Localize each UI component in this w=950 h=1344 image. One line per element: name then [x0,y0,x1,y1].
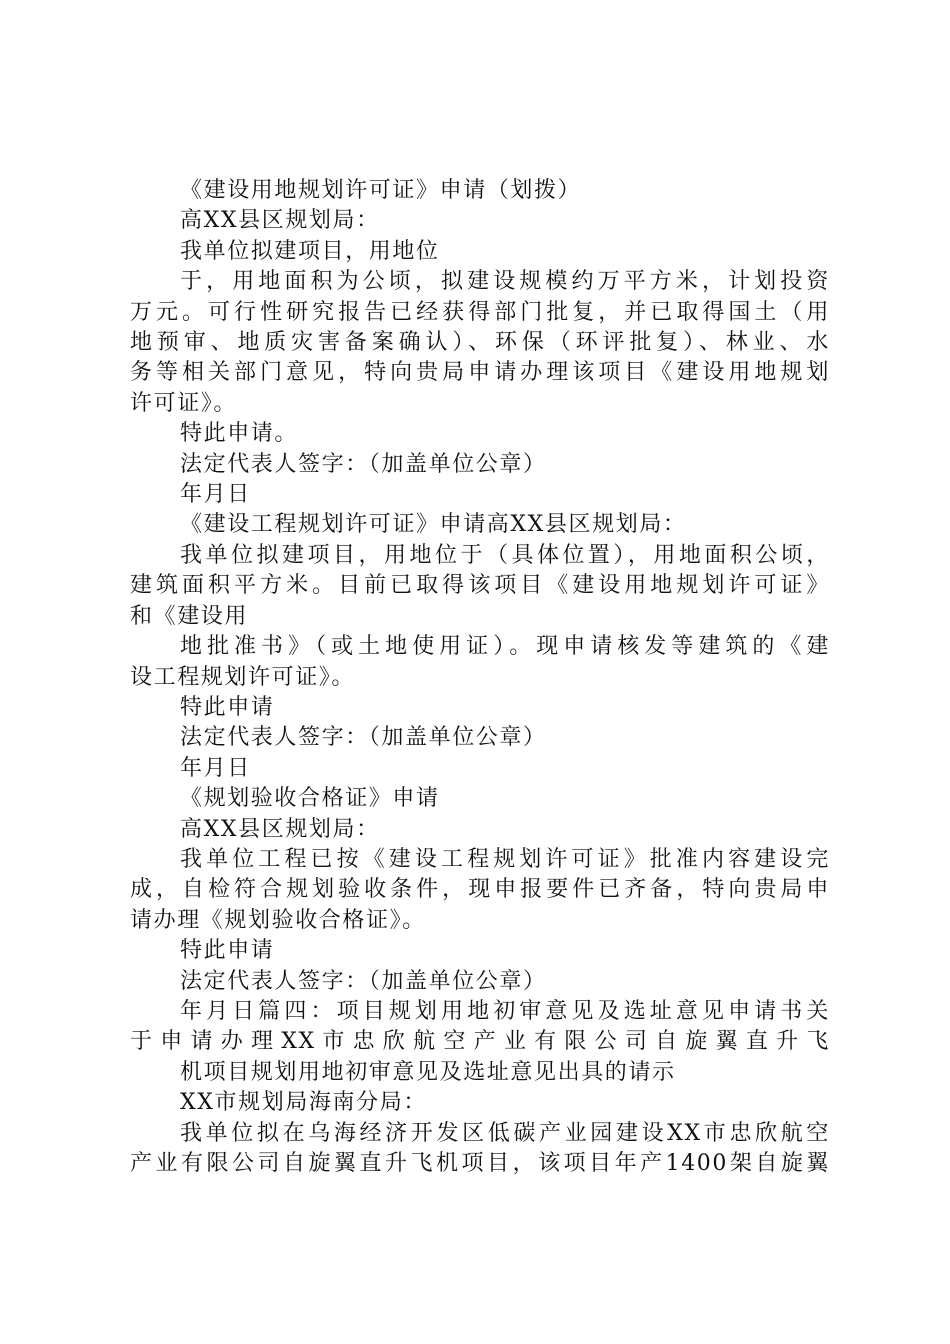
section-title-land-use-permit: 《建设用地规划许可证》申请（划拨） [180,178,582,203]
paragraph-line: 产业有限公司自旋翼直升飞机项目，该项目年产1400架自旋翼 [130,1151,830,1176]
paragraph-line: 我单位工程已按《建设工程规划许可证》批准内容建设完 [180,846,830,872]
signature-line: 法定代表人签字：（加盖单位公章） [180,451,547,477]
addressee: 高XX县区规划局： [180,208,380,234]
paragraph-line: 地预审、地质灾害备案确认）、环保（环评批复）、林业、水 [130,330,830,356]
paragraph-line: 地批准书》（或土地使用证）。现申请核发等建筑的《建 [180,634,830,660]
paragraph-line: 我单位拟建项目，用地位 [180,238,440,264]
closing-line: 特此申请 [180,694,275,720]
paragraph-line: 机项目规划用地初审意见及选址意见出具的请示 [180,1059,676,1085]
paragraph-line: 设工程规划许可证》。 [130,664,356,690]
paragraph-line: 万元。可行性研究报告已经获得部门批复，并已取得国土（用 [130,299,830,325]
section-title-acceptance-certificate: 《规划验收合格证》申请 [180,786,440,812]
closing-line: 特此申请。 [180,421,299,447]
paragraph-line: 和《建设用 [130,603,249,629]
paragraph-line: 请办理《规划验收合格证》。 [130,907,426,933]
addressee: 高XX县区规划局： [180,816,380,842]
paragraph-line: 于申请办理XX市忠欣航空产业有限公司自旋翼直升飞 [130,1029,830,1055]
addressee: XX市规划局海南分局： [180,1090,427,1116]
paragraph-line: 于，用地面积为公顷，拟建设规模约万平方米，计划投资 [180,269,830,295]
paragraph-line: 建筑面积平方米。目前已取得该项目《建设用地规划许可证》 [130,573,830,599]
signature-line: 法定代表人签字：（加盖单位公章） [180,968,547,994]
date-line: 年月日 [180,482,251,508]
date-line: 年月日 [180,755,251,781]
paragraph-line: 我单位拟建项目，用地位于（具体位置），用地面积公顷， [180,542,830,568]
paragraph-line: 务等相关部门意见，特向贵局申请办理该项目《建设用地规划 [130,360,830,386]
closing-line: 特此申请 [180,938,275,964]
document-body [130,176,830,1179]
paragraph-line: 许可证》。 [130,390,238,416]
section-title-construction-permit: 《建设工程规划许可证》申请高XX县区规划局： [180,512,687,538]
signature-line: 法定代表人签字：（加盖单位公章） [180,725,547,751]
paragraph-line: 我单位拟在乌海经济开发区低碳产业园建设XX市忠欣航空 [180,1120,830,1146]
date-and-section-title-line: 年月日篇四：项目规划用地初审意见及选址意见申请书关 [180,998,830,1024]
paragraph-line: 成，自检符合规划验收条件，现申报要件已齐备，特向贵局申 [130,877,830,903]
